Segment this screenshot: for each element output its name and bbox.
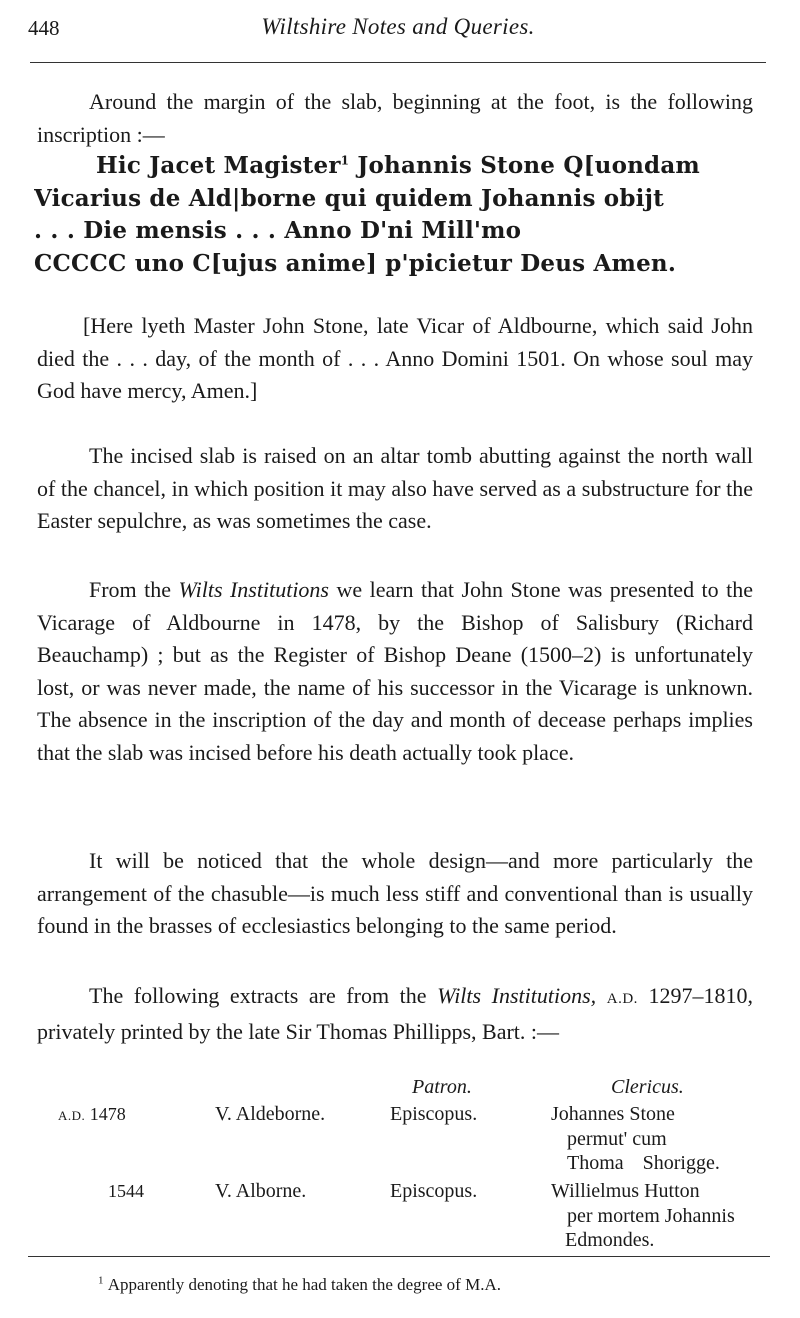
- footnote-ref: 1: [340, 153, 350, 168]
- latin-inscription: [34, 150, 752, 280]
- running-head: [28, 14, 768, 46]
- translation-paragraph: [Here lyeth Master John Stone, late Vicar of Aldbourne, which said John died the . . . day, of the month of . . . Anno Domini 1501. On whose soul may God have mercy, Amen.]: [37, 313, 753, 403]
- row-1-year: A.D. 1478: [58, 1104, 126, 1124]
- wilts-institutions-title-2: Wilts Institutions,: [437, 983, 597, 1008]
- institutions-paragraph: From the Wilts Institutions we learn that John Stone was presented to the Vicarage of Aldbourne in 1478, by the Bishop of Salisbury (Richard Beauchamp) ; but as the Register of Bishop Deane (1500–2) is unfortunately lost, or was never made, the name of his successor in the Vicarage is unknown. The absence in the inscription of the day and month of decease perhaps implies that the slab was incised before his death actually took place.: [37, 577, 753, 765]
- row-2-clericus: Willielmus Hutton per mortem Johannis Edmondes.: [551, 1180, 735, 1251]
- footnote: $^1$ Apparently denoting that he had taken the degree of M.A.: [98, 1274, 501, 1294]
- row-2-patron: Episcopus.: [390, 1180, 478, 1202]
- intro-paragraph: Around the margin of the slab, beginning at the foot, is the following inscription :—: [37, 89, 753, 147]
- wilts-institutions-title: Wilts Institutions: [178, 577, 329, 602]
- inscription-line-4: CCCCC uno C[ujus anime] p'picietur Deus Amen.: [34, 249, 677, 277]
- inscription-line-2: Vicarius de Ald|borne qui quidem Johannis obijt: [34, 184, 664, 212]
- footnote-rule: [28, 1256, 770, 1257]
- row-2-year: 1544: [108, 1181, 144, 1201]
- extracts-paragraph: The following extracts are from the Wilts Institutions, A.D. 1297–1810, privately printed by the late Sir Thomas Phillipps, Bart. :—: [37, 983, 753, 1044]
- design-paragraph: It will be noticed that the whole design—and more particularly the arrangement of the chasuble—is much less stiff and conventional than is usually found in the brasses of ecclesiastics belonging to the same period.: [37, 848, 753, 938]
- extracts-table: [0, 1076, 800, 1256]
- row-1-place: V. Aldeborne.: [215, 1103, 326, 1125]
- slab-paragraph: The incised slab is raised on an altar tomb abutting against the north wall of the chancel, in which position it may also have served as a substructure for the Easter sepulchre, as was sometimes the case.: [37, 443, 753, 533]
- row-1-patron: Episcopus.: [390, 1103, 478, 1125]
- row-2-place: V. Alborne.: [215, 1180, 307, 1202]
- page-number: 448: [28, 16, 60, 40]
- inscription-line-1: Hic Jacet Magister$^1$ Johannis Stone Q[uondam: [96, 152, 700, 179]
- header-rule: [30, 62, 766, 63]
- inscription-line-3: . . . Die mensis . . . Anno D'ni Mill'mo: [34, 217, 522, 244]
- running-title: Wiltshire Notes and Queries.: [261, 14, 535, 39]
- patron-header: Patron.: [412, 1076, 472, 1098]
- row-1-clericus: Johannes Stone permut' cum Thoma Shorigge.: [551, 1103, 720, 1174]
- clericus-header: Clericus.: [611, 1076, 684, 1098]
